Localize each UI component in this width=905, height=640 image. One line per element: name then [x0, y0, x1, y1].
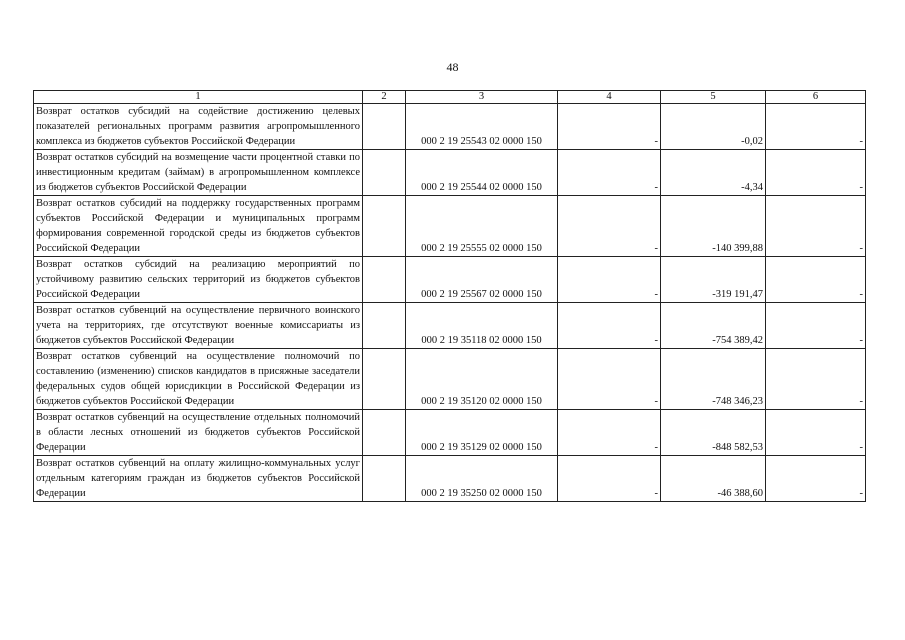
value-col6: -: [766, 456, 866, 502]
budget-code: 000 2 19 35129 02 0000 150: [406, 410, 558, 456]
empty-cell: [363, 303, 406, 349]
column-header: 4: [558, 91, 661, 104]
value-col5: -140 399,88: [661, 196, 766, 257]
value-col5: -4,34: [661, 150, 766, 196]
table-row: [34, 196, 866, 257]
value-col4: -: [558, 150, 661, 196]
value-col4: -: [558, 410, 661, 456]
value-col5: -46 388,60: [661, 456, 766, 502]
empty-cell: [363, 196, 406, 257]
value-col4: -: [558, 104, 661, 150]
budget-code: 000 2 19 35118 02 0000 150: [406, 303, 558, 349]
budget-code: 000 2 19 25543 02 0000 150: [406, 104, 558, 150]
value-col6: -: [766, 410, 866, 456]
value-col4: -: [558, 456, 661, 502]
table-row: [34, 257, 866, 303]
budget-code: 000 2 19 25555 02 0000 150: [406, 196, 558, 257]
empty-cell: [363, 104, 406, 150]
budget-code: 000 2 19 25544 02 0000 150: [406, 150, 558, 196]
value-col6: -: [766, 150, 866, 196]
empty-cell: [363, 410, 406, 456]
value-col4: -: [558, 349, 661, 410]
empty-cell: [363, 257, 406, 303]
value-col4: -: [558, 196, 661, 257]
empty-cell: [363, 150, 406, 196]
column-header: 2: [363, 91, 406, 104]
row-description: Возврат остатков субвенций на осуществление полномочий по составлению (изменению) списков кандидатов в присяжные заседатели федеральных судов общей юрисдикции в Российской Федерации из бюджетов субъектов Российской Федерации: [34, 349, 363, 410]
value-col4: -: [558, 303, 661, 349]
column-header: 5: [661, 91, 766, 104]
budget-code: 000 2 19 35120 02 0000 150: [406, 349, 558, 410]
value-col6: -: [766, 349, 866, 410]
table-row: [34, 456, 866, 502]
row-description: Возврат остатков субвенций на осуществление отдельных полномочий в области лесных отношений из бюджетов субъектов Российской Федерации: [34, 410, 363, 456]
value-col6: -: [766, 104, 866, 150]
value-col6: -: [766, 196, 866, 257]
row-description: Возврат остатков субсидий на возмещение части процентной ставки по инвестиционным кредитам (займам) в агропромышленном комплексе из бюджетов субъектов Российской Федерации: [34, 150, 363, 196]
budget-code: 000 2 19 35250 02 0000 150: [406, 456, 558, 502]
value-col6: -: [766, 303, 866, 349]
column-header: 6: [766, 91, 866, 104]
row-description: Возврат остатков субсидий на реализацию мероприятий по устойчивому развитию сельских территорий из бюджетов субъектов Российской Федерации: [34, 257, 363, 303]
value-col4: -: [558, 257, 661, 303]
column-header: 3: [406, 91, 558, 104]
empty-cell: [363, 456, 406, 502]
budget-table: [33, 90, 866, 502]
row-description: Возврат остатков субсидий на поддержку государственных программ субъектов Российской Федерации и муниципальных программ формирования современной городской среды из бюджетов субъектов Российской Федерации: [34, 196, 363, 257]
value-col5: -748 346,23: [661, 349, 766, 410]
value-col5: -319 191,47: [661, 257, 766, 303]
row-description: Возврат остатков субвенций на осуществление первичного воинского учета на территориях, где отсутствуют военные комиссариаты из бюджетов субъектов Российской Федерации: [34, 303, 363, 349]
column-header: 1: [34, 91, 363, 104]
table-row: [34, 104, 866, 150]
table-row: [34, 349, 866, 410]
table-row: [34, 303, 866, 349]
row-description: Возврат остатков субвенций на оплату жилищно-коммунальных услуг отдельным категориям граждан из бюджетов субъектов Российской Федерации: [34, 456, 363, 502]
row-description: Возврат остатков субсидий на содействие достижению целевых показателей региональных программ развития агропромышленного комплекса из бюджетов субъектов Российской Федерации: [34, 104, 363, 150]
value-col6: -: [766, 257, 866, 303]
table-row: [34, 410, 866, 456]
budget-code: 000 2 19 25567 02 0000 150: [406, 257, 558, 303]
table-header-row: [34, 91, 866, 104]
table-row: [34, 150, 866, 196]
value-col5: -0,02: [661, 104, 766, 150]
value-col5: -848 582,53: [661, 410, 766, 456]
empty-cell: [363, 349, 406, 410]
page-number: 48: [446, 60, 459, 74]
value-col5: -754 389,42: [661, 303, 766, 349]
